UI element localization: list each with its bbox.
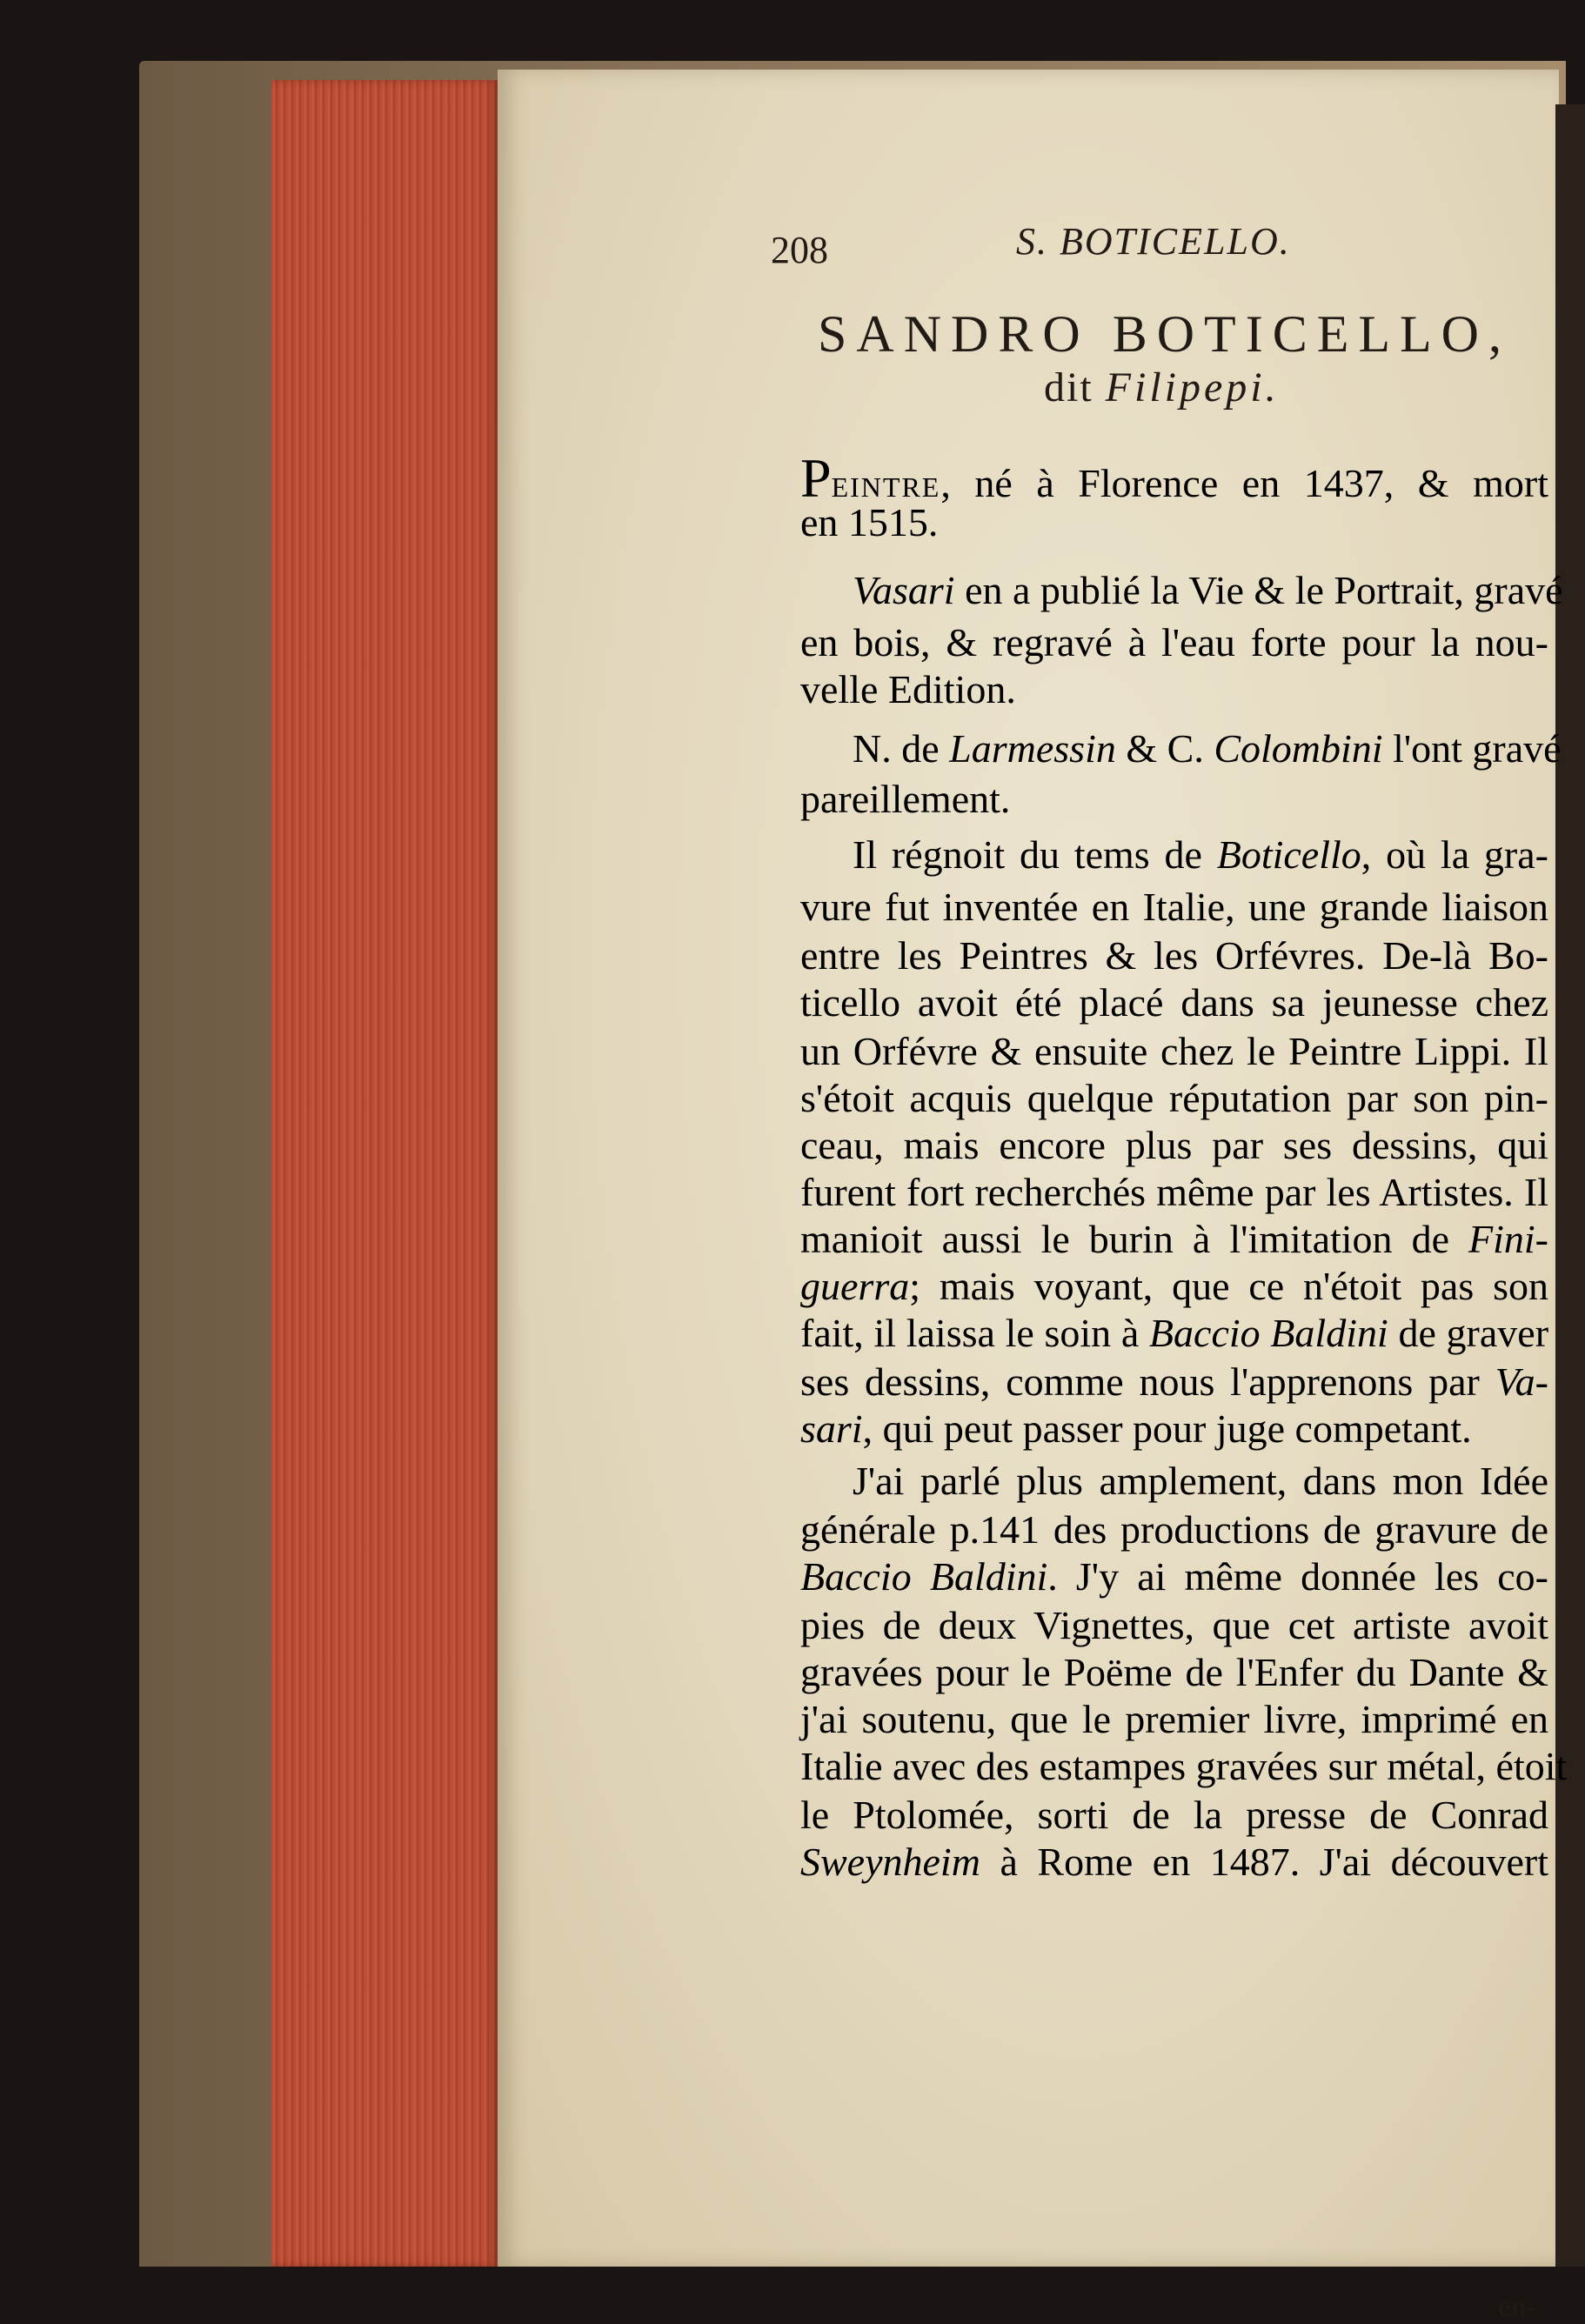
text-run: N. de	[853, 726, 950, 771]
text-run: Va-	[1495, 1359, 1548, 1404]
page-edges	[271, 80, 498, 2267]
text-run: , né à Florence en 1437, & mort	[940, 461, 1548, 505]
text-run: à Rome en 1487. J'ai découvert	[980, 1840, 1548, 1884]
text-run: ses dessins, comme nous l'apprenons par	[800, 1359, 1495, 1404]
text-line	[800, 980, 1548, 1025]
text-run: générale p.141 des productions de gravure de	[800, 1507, 1548, 1552]
text-run: fait, il laissa le soin à	[800, 1311, 1149, 1355]
text-line	[800, 500, 1548, 544]
text-run: en bois, & regravé à l'eau forte pour la nou-	[800, 620, 1548, 664]
text-line	[800, 620, 1548, 664]
text-line	[800, 1266, 1548, 1306]
text-line	[800, 1554, 1548, 1599]
section-subtitle	[1044, 364, 1280, 411]
text-run: s'étoit acquis quelque réputation par son pin-	[800, 1076, 1548, 1120]
text-line	[800, 1697, 1548, 1741]
text-run: gravées pour le Poëme de l'Enfer du Dante &	[800, 1650, 1548, 1694]
text-run: , où la gra-	[1361, 832, 1548, 877]
text-line	[800, 1313, 1548, 1353]
text-line	[800, 1029, 1548, 1073]
text-run: ceau, mais encore plus par ses dessins, qui	[800, 1123, 1548, 1167]
text-line	[800, 779, 1548, 819]
text-run: furent fort recherchés même par les Artistes. Il	[800, 1170, 1548, 1214]
text-run: ticello avoit été placé dans sa jeunesse chez	[800, 980, 1548, 1025]
subtitle-name: Filipepi.	[1105, 364, 1280, 411]
text-line	[800, 1507, 1548, 1552]
text-line	[800, 1744, 1568, 1788]
text-line	[800, 1795, 1548, 1835]
text-line	[800, 1842, 1548, 1882]
text-run: & C.	[1115, 726, 1214, 771]
text-line	[853, 1461, 1548, 1501]
text-run: Italie avec des estampes gravées sur métal, étoit	[800, 1744, 1568, 1788]
text-run: Larmessin	[949, 726, 1116, 771]
section-title: SANDRO BOTICELLO,	[818, 305, 1511, 363]
text-run: Baccio Baldini	[800, 1554, 1048, 1599]
text-line	[800, 1359, 1548, 1404]
text-line	[800, 1603, 1548, 1647]
text-run: Baccio Baldini	[1148, 1311, 1388, 1355]
text-line	[800, 887, 1548, 927]
text-run: Sweynheim	[800, 1840, 980, 1884]
text-line	[800, 1219, 1548, 1259]
text-run: P	[800, 447, 832, 509]
text-run: Boticello	[1216, 832, 1361, 877]
text-line	[800, 1076, 1548, 1120]
running-head: S. BOTICELLO.	[1016, 220, 1291, 263]
text-run: Fini-	[1468, 1217, 1548, 1261]
text-line	[853, 832, 1548, 877]
text-run: en a publié la Vie & le Portrait, gravé	[954, 568, 1563, 612]
text-run: ; mais voyant, que ce n'étoit pas son	[909, 1264, 1548, 1308]
text-run: de graver	[1388, 1311, 1549, 1355]
text-line	[800, 1125, 1548, 1165]
text-run: , qui peut passer pour juge competant.	[862, 1406, 1472, 1451]
text-run: l'ont gravé	[1382, 726, 1562, 771]
text-line	[800, 1406, 1548, 1451]
text-run: J'ai parlé plus amplement, dans mon Idée	[853, 1459, 1548, 1503]
text-line	[800, 933, 1548, 978]
subtitle-prefix: dit	[1044, 364, 1093, 411]
text-run: entre les Peintres & les Orfévres. De-là Bo-	[800, 933, 1548, 978]
text-line	[853, 726, 1562, 771]
text-run: sari	[800, 1406, 863, 1451]
page-number: 208	[771, 229, 828, 271]
text-run: un Orfévre & ensuite chez le Peintre Lippi. Il	[800, 1029, 1548, 1073]
text-run: Colombini	[1214, 726, 1383, 771]
text-run: velle Edition.	[800, 667, 1016, 711]
text-run: en 1515.	[800, 500, 939, 544]
text-run: . J'y ai même donnée les co-	[1047, 1554, 1548, 1599]
text-line	[800, 1172, 1548, 1212]
catchword: en-	[1498, 2291, 1536, 2323]
text-run: pareillement.	[800, 777, 1011, 821]
text-line	[800, 447, 1548, 509]
text-line	[800, 1650, 1548, 1694]
text-run: guerra	[800, 1264, 910, 1308]
facing-page-edge	[1555, 104, 1585, 2267]
text-run: vure fut inventée en Italie, une grande liaison	[800, 885, 1548, 929]
text-run: Il régnoit du tems de	[853, 832, 1217, 877]
text-run: le Ptolomée, sorti de la presse de Conrad	[800, 1793, 1548, 1837]
text-run: eintre	[831, 461, 941, 505]
text-run: j'ai soutenu, que le premier livre, imprimé en	[800, 1697, 1548, 1741]
text-run: Vasari	[853, 568, 955, 612]
text-run: pies de deux Vignettes, que cet artiste avoit	[800, 1603, 1548, 1647]
text-run: manioit aussi le burin à l'imitation de	[800, 1217, 1469, 1261]
text-line	[800, 667, 1548, 711]
text-line	[853, 568, 1563, 612]
